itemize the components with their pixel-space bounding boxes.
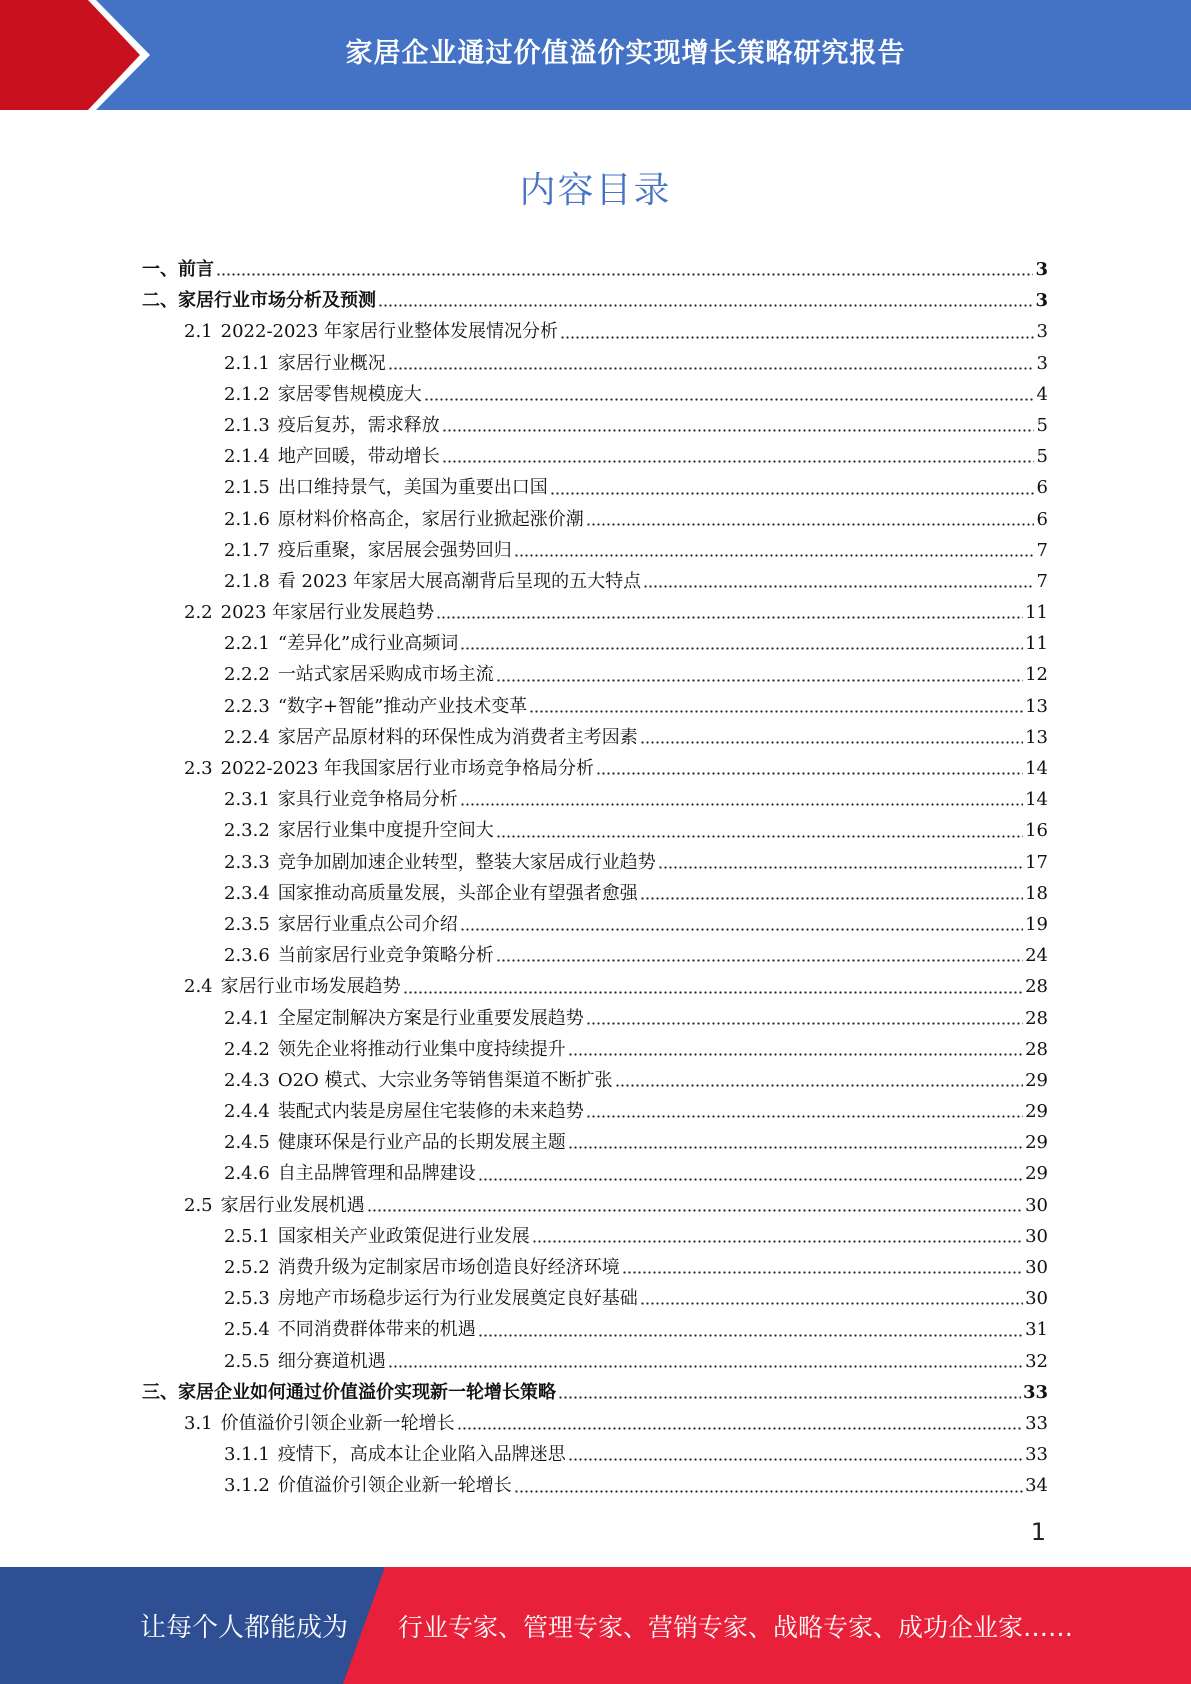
toc-entry[interactable] bbox=[142, 535, 1048, 566]
toc-entry[interactable] bbox=[142, 566, 1048, 597]
toc-entry-page: 14 bbox=[1025, 758, 1048, 779]
toc-entry-page: 6 bbox=[1036, 508, 1048, 530]
toc-entry-number: 2.1.4 bbox=[224, 446, 270, 468]
toc-entry-page: 30 bbox=[1025, 1288, 1048, 1310]
toc-entry-number: 2.3.3 bbox=[224, 851, 270, 873]
toc-entry-number: 3.1.2 bbox=[224, 1475, 270, 1497]
toc-entry-number: 2.2 bbox=[184, 602, 213, 624]
toc-dot-leader bbox=[442, 456, 1034, 464]
toc-entry[interactable] bbox=[142, 1377, 1048, 1408]
toc-entry-label: 2023 年家居行业发展趋势 bbox=[220, 602, 435, 624]
toc-entry-page: 3 bbox=[1036, 352, 1048, 374]
toc-dot-leader bbox=[560, 332, 1034, 340]
toc-dot-leader bbox=[460, 643, 1023, 651]
toc-entry-page: 30 bbox=[1025, 1194, 1048, 1216]
toc-entry-number: 2.1.1 bbox=[224, 352, 270, 374]
toc-entry[interactable] bbox=[142, 504, 1048, 535]
toc-entry[interactable] bbox=[142, 1190, 1048, 1221]
toc-dot-leader bbox=[378, 300, 1033, 308]
toc-entry-label: 竞争加剧加速企业转型，整装大家居成行业趋势 bbox=[277, 851, 656, 873]
toc-entry-label: 领先企业将推动行业集中度持续提升 bbox=[277, 1038, 566, 1060]
toc-entry[interactable] bbox=[142, 379, 1048, 410]
toc-entry-number: 2.4.3 bbox=[224, 1069, 270, 1091]
toc-entry[interactable] bbox=[142, 1065, 1048, 1096]
toc-dot-leader bbox=[640, 1298, 1023, 1306]
toc-entry-number: 2.4.6 bbox=[224, 1163, 270, 1185]
page-header bbox=[0, 0, 1191, 110]
toc-dot-leader bbox=[586, 1111, 1023, 1119]
toc-entry-page: 13 bbox=[1025, 695, 1048, 717]
toc-entry-label: 家居行业集中度提升空间大 bbox=[277, 820, 494, 842]
toc-dot-leader bbox=[622, 1267, 1023, 1275]
toc-entry-page: 5 bbox=[1036, 446, 1048, 468]
toc-dot-leader bbox=[403, 987, 1023, 995]
toc-dot-leader bbox=[478, 1174, 1023, 1182]
toc-entry-page: 28 bbox=[1025, 1007, 1048, 1029]
toc-entry-label: 家居行业概况 bbox=[277, 352, 386, 374]
toc-entry-number: 2.1.2 bbox=[224, 383, 270, 405]
page-number: 1 bbox=[1030, 1518, 1046, 1546]
toc-entry-page: 33 bbox=[1025, 1444, 1048, 1466]
toc-entry-page: 18 bbox=[1025, 882, 1048, 904]
toc-entry-label: 不同消费群体带来的机遇 bbox=[277, 1319, 476, 1341]
toc-entry-label: 当前家居行业竞争策略分析 bbox=[277, 945, 494, 967]
toc-entry-label: “数字+智能”推动产业技术变革 bbox=[277, 695, 528, 717]
toc-entry-number: 2.3.1 bbox=[224, 789, 270, 811]
toc-entry-page: 29 bbox=[1025, 1069, 1048, 1091]
toc-entry[interactable] bbox=[142, 1096, 1048, 1127]
toc-entry-page: 11 bbox=[1025, 602, 1048, 624]
toc-entry-page: 4 bbox=[1036, 383, 1048, 405]
toc-entry[interactable] bbox=[142, 1127, 1048, 1158]
toc-dot-leader bbox=[532, 1236, 1023, 1244]
toc-title: 内容目录 bbox=[519, 170, 672, 211]
toc-entry-page: 28 bbox=[1025, 976, 1048, 998]
toc-entry[interactable] bbox=[142, 691, 1048, 722]
toc-entry-label: 出口维持景气，美国为重要出口国 bbox=[277, 477, 548, 499]
toc-entry-number: 2.5.4 bbox=[224, 1319, 270, 1341]
toc-dot-leader bbox=[496, 955, 1023, 963]
toc-entry-number: 2.3.4 bbox=[224, 882, 270, 904]
toc-entry-number: 2.5.3 bbox=[224, 1288, 270, 1310]
toc-dot-leader bbox=[550, 488, 1034, 496]
toc-entry-label: 家居行业市场分析及预测 bbox=[178, 290, 376, 312]
toc-entry-label: 自主品牌管理和品牌建设 bbox=[277, 1163, 476, 1185]
toc-dot-leader bbox=[388, 363, 1034, 371]
toc-entry[interactable] bbox=[142, 1003, 1048, 1034]
toc-dot-leader bbox=[496, 675, 1023, 683]
toc-dot-leader bbox=[216, 269, 1033, 277]
toc-entry-label: 国家相关产业政策促进行业发展 bbox=[277, 1225, 530, 1247]
toc-entry[interactable] bbox=[142, 1221, 1048, 1252]
toc-entry-label: 健康环保是行业产品的长期发展主题 bbox=[277, 1132, 566, 1154]
toc-entry-label: 地产回暖，带动增长 bbox=[277, 446, 440, 468]
toc-dot-leader bbox=[388, 1361, 1023, 1369]
toc-entry[interactable] bbox=[142, 753, 1048, 784]
toc-entry-label: 家具行业竞争格局分析 bbox=[277, 789, 458, 811]
toc-entry-page: 3 bbox=[1035, 259, 1048, 280]
toc-entry-label: 2022-2023 年我国家居行业市场竞争格局分析 bbox=[220, 758, 595, 779]
toc-entry-number: 2.4.2 bbox=[224, 1038, 270, 1060]
toc-dot-leader bbox=[514, 1486, 1023, 1494]
toc-entry-label: 房地产市场稳步运行为行业发展奠定良好基础 bbox=[277, 1288, 638, 1310]
toc-entry-page: 7 bbox=[1036, 570, 1048, 592]
toc-entry-page: 12 bbox=[1025, 664, 1048, 686]
toc-dot-leader bbox=[568, 1049, 1023, 1057]
toc-entry-number: 2.3.2 bbox=[224, 820, 270, 842]
toc-entry-label: O2O 模式、大宗业务等销售渠道不断扩张 bbox=[277, 1069, 613, 1091]
toc-entry-label: 家居零售规模庞大 bbox=[277, 383, 422, 405]
toc-dot-leader bbox=[460, 799, 1023, 807]
toc-entry-page: 3 bbox=[1036, 321, 1048, 343]
toc-entry[interactable] bbox=[142, 1470, 1048, 1501]
toc-entry-number: 二、 bbox=[142, 290, 178, 312]
toc-entry-page: 11 bbox=[1025, 633, 1048, 655]
toc-entry[interactable] bbox=[142, 441, 1048, 472]
toc-entry[interactable] bbox=[142, 254, 1048, 285]
toc-dot-leader bbox=[558, 1392, 1021, 1400]
toc-entry-page: 28 bbox=[1025, 1038, 1048, 1060]
toc-dot-leader bbox=[424, 394, 1034, 402]
toc-entry-page: 7 bbox=[1036, 539, 1048, 561]
page-footer bbox=[0, 1567, 1191, 1684]
toc-dot-leader bbox=[568, 1454, 1023, 1462]
toc-entry-page: 24 bbox=[1025, 945, 1048, 967]
toc-dot-leader bbox=[586, 519, 1034, 527]
toc-entry[interactable] bbox=[142, 410, 1048, 441]
toc-dot-leader bbox=[514, 550, 1034, 558]
toc-entry-page: 29 bbox=[1025, 1101, 1048, 1123]
toc-entry-label: 一站式家居采购成市场主流 bbox=[277, 664, 494, 686]
toc-entry-label: 全屋定制解决方案是行业重要发展趋势 bbox=[277, 1007, 584, 1029]
toc-dot-leader bbox=[643, 581, 1034, 589]
toc-entry-number: 2.4 bbox=[184, 976, 213, 998]
toc-entry-label: 原材料价格高企，家居行业掀起涨价潮 bbox=[277, 508, 584, 530]
toc-dot-leader bbox=[436, 612, 1023, 620]
toc-entry[interactable] bbox=[142, 1314, 1048, 1345]
toc-dot-leader bbox=[640, 737, 1023, 745]
toc-entry-number: 2.1.3 bbox=[224, 414, 270, 436]
toc-entry-label: 装配式内装是房屋住宅装修的未来趋势 bbox=[277, 1101, 584, 1123]
toc-dot-leader bbox=[367, 1205, 1023, 1213]
toc-dot-leader bbox=[460, 924, 1023, 932]
toc-entry-page: 16 bbox=[1025, 820, 1048, 842]
toc-entry[interactable] bbox=[142, 1346, 1048, 1377]
toc-entry-label: 疫情下，高成本让企业陷入品牌迷思 bbox=[277, 1444, 566, 1466]
toc-dot-leader bbox=[496, 831, 1023, 839]
toc-dot-leader bbox=[529, 706, 1023, 714]
toc-entry-page: 33 bbox=[1025, 1412, 1048, 1434]
toc-entry-page: 17 bbox=[1025, 851, 1048, 873]
toc-entry-number: 2.2.2 bbox=[224, 664, 270, 686]
toc-entry-page: 5 bbox=[1036, 414, 1048, 436]
toc-dot-leader bbox=[640, 893, 1023, 901]
toc-entry[interactable] bbox=[142, 1408, 1048, 1439]
toc-entry-label: 消费升级为定制家居市场创造良好经济环境 bbox=[277, 1257, 620, 1278]
toc-entry[interactable] bbox=[142, 909, 1048, 940]
toc-entry-label: 疫后重聚，家居展会强势回归 bbox=[277, 539, 512, 561]
toc-entry-number: 3.1 bbox=[184, 1412, 213, 1434]
toc-entry-label: 细分赛道机遇 bbox=[277, 1350, 386, 1372]
toc-entry[interactable] bbox=[142, 940, 1048, 971]
toc-entry-page: 29 bbox=[1025, 1132, 1048, 1154]
toc-dot-leader bbox=[478, 1330, 1023, 1338]
toc-entry[interactable] bbox=[142, 628, 1048, 659]
toc-entry[interactable] bbox=[142, 348, 1048, 379]
toc-entry-label: 前言 bbox=[178, 259, 214, 280]
toc-entry[interactable] bbox=[142, 1158, 1048, 1189]
toc-entry[interactable] bbox=[142, 1439, 1048, 1470]
toc-entry-number: 2.4.4 bbox=[224, 1101, 270, 1123]
toc-entry-page: 6 bbox=[1036, 477, 1048, 499]
toc-dot-leader bbox=[442, 425, 1034, 433]
toc-entry-number: 2.3.6 bbox=[224, 945, 270, 967]
toc-entry-page: 33 bbox=[1022, 1381, 1048, 1403]
toc-entry-label: 2022-2023 年家居行业整体发展情况分析 bbox=[220, 321, 559, 343]
toc-entry-page: 30 bbox=[1025, 1225, 1048, 1247]
toc-entry-page: 31 bbox=[1025, 1319, 1048, 1341]
toc-entry-number: 2.2.4 bbox=[224, 726, 270, 748]
toc-entry-number: 2.1.6 bbox=[224, 508, 270, 530]
toc-entry-number: 2.5 bbox=[184, 1194, 213, 1216]
toc-entry-number: 2.5.2 bbox=[224, 1257, 270, 1278]
toc-entry-label: 家居行业市场发展趋势 bbox=[220, 976, 401, 998]
toc-entry[interactable] bbox=[142, 659, 1048, 690]
toc-entry-page: 14 bbox=[1025, 789, 1048, 811]
toc-entry-number: 2.1.7 bbox=[224, 539, 270, 561]
toc-entry-page: 29 bbox=[1025, 1163, 1048, 1185]
toc-entry-number: 2.1 bbox=[184, 321, 213, 343]
toc-entry[interactable] bbox=[142, 1034, 1048, 1065]
toc-entry-page: 34 bbox=[1025, 1475, 1048, 1497]
toc-entry[interactable] bbox=[142, 597, 1048, 628]
toc-dot-leader bbox=[586, 1018, 1023, 1026]
toc-entry-label: 家居行业发展机遇 bbox=[220, 1194, 365, 1216]
toc-entry-number: 三、 bbox=[142, 1381, 178, 1403]
toc-entry[interactable] bbox=[142, 847, 1048, 878]
toc-entry-number: 2.2.3 bbox=[224, 695, 270, 717]
toc-entry-label: 看 2023 年家居大展高潮背后呈现的五大特点 bbox=[277, 570, 642, 592]
toc-dot-leader bbox=[615, 1080, 1024, 1088]
toc-entry-label: 疫后复苏，需求释放 bbox=[277, 414, 440, 436]
header-red-arrow-decoration bbox=[0, 0, 150, 110]
toc-entry[interactable] bbox=[142, 971, 1048, 1002]
toc-entry[interactable] bbox=[142, 784, 1048, 815]
toc-entry[interactable] bbox=[142, 722, 1048, 753]
toc-entry-number: 一、 bbox=[142, 259, 178, 280]
toc-entry-number: 2.5.5 bbox=[224, 1350, 270, 1372]
toc-entry-label: “差异化”成行业高频词 bbox=[277, 633, 459, 655]
toc-entry-label: 价值溢价引领企业新一轮增长 bbox=[220, 1412, 455, 1434]
toc-entry-page: 19 bbox=[1025, 913, 1048, 935]
toc-entry-page: 3 bbox=[1035, 290, 1048, 312]
toc-entry-page: 13 bbox=[1025, 726, 1048, 748]
toc-entry-label: 家居行业重点公司介绍 bbox=[277, 913, 458, 935]
toc-entry[interactable] bbox=[142, 316, 1048, 347]
toc-entry-number: 2.1.5 bbox=[224, 477, 270, 499]
toc-entry-number: 2.1.8 bbox=[224, 570, 270, 592]
toc-entry[interactable] bbox=[142, 878, 1048, 909]
toc-entry-number: 2.2.1 bbox=[224, 633, 270, 655]
toc-dot-leader bbox=[457, 1423, 1023, 1431]
toc-entry-number: 2.3 bbox=[184, 758, 213, 779]
toc-entry-label: 家居企业如何通过价值溢价实现新一轮增长策略 bbox=[178, 1381, 556, 1403]
toc-entry-number: 3.1.1 bbox=[224, 1444, 270, 1466]
toc-entry[interactable] bbox=[142, 1252, 1048, 1283]
toc-entry-number: 2.5.1 bbox=[224, 1225, 270, 1247]
toc-entry[interactable] bbox=[142, 815, 1048, 846]
toc-entry-label: 国家推动高质量发展，头部企业有望强者愈强 bbox=[277, 882, 638, 904]
toc-entry-number: 2.4.1 bbox=[224, 1007, 270, 1029]
toc-entry-number: 2.3.5 bbox=[224, 913, 270, 935]
toc-entry-label: 家居产品原材料的环保性成为消费者主考因素 bbox=[277, 726, 638, 748]
report-title: 家居企业通过价值溢价实现增长策略研究报告 bbox=[345, 37, 906, 69]
toc-entry-page: 30 bbox=[1025, 1257, 1048, 1278]
toc-dot-leader bbox=[568, 1142, 1023, 1150]
toc-entry-page: 32 bbox=[1025, 1350, 1048, 1372]
footer-slogan-left: 让每个人都能成为 bbox=[140, 1613, 349, 1643]
toc-entry[interactable] bbox=[142, 1283, 1048, 1314]
toc-entry[interactable] bbox=[142, 472, 1048, 503]
toc-dot-leader bbox=[658, 862, 1023, 870]
toc-dot-leader bbox=[596, 768, 1023, 776]
footer-slogan-right: 行业专家、管理专家、营销专家、战略专家、成功企业家…… bbox=[398, 1612, 1074, 1642]
table-of-contents bbox=[142, 254, 1048, 1502]
toc-entry[interactable] bbox=[142, 285, 1048, 316]
toc-entry-label: 价值溢价引领企业新一轮增长 bbox=[277, 1475, 512, 1497]
toc-entry-number: 2.4.5 bbox=[224, 1132, 270, 1154]
